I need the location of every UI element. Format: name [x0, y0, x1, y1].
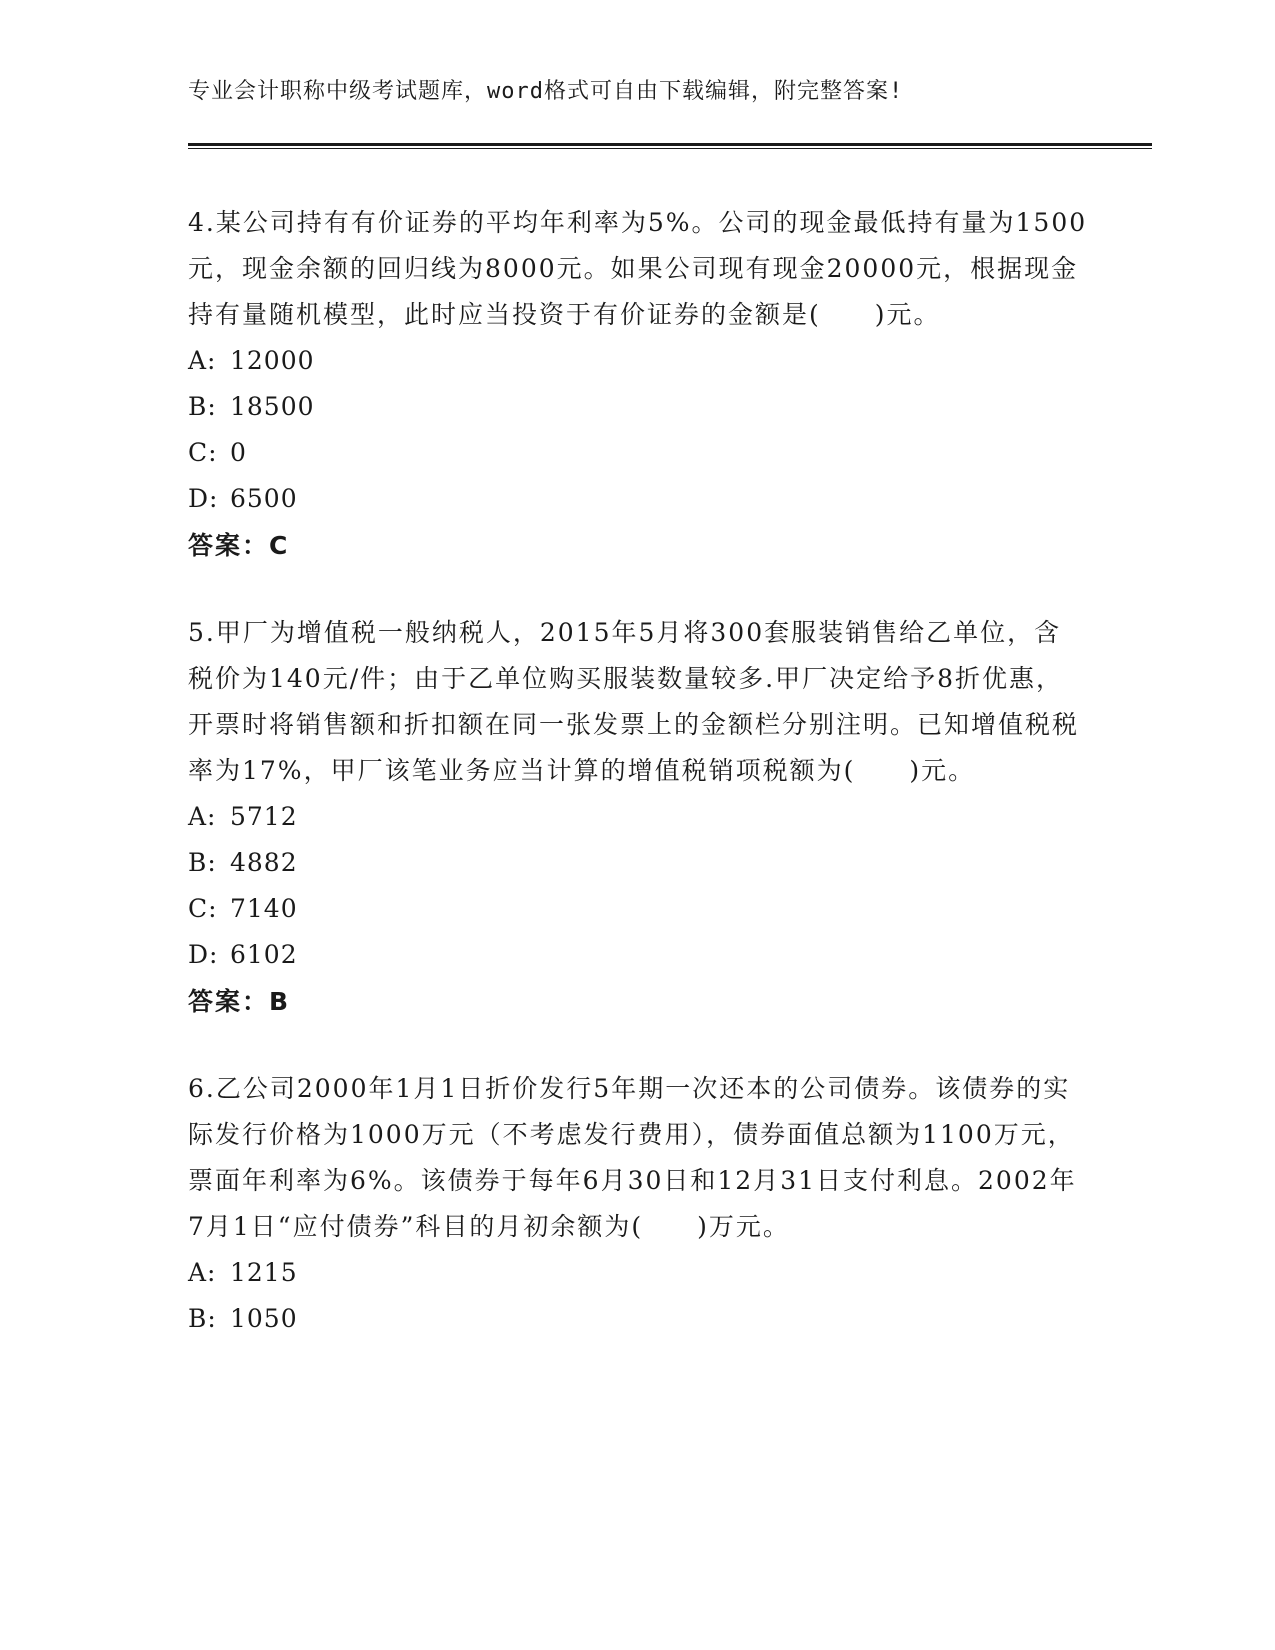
- page-header: 专业会计职称中级考试题库，word格式可自由下载编辑，附完整答案!: [188, 79, 904, 104]
- question-list: [188, 200, 1088, 1382]
- option-d: [188, 932, 1088, 978]
- option-value: 6500: [230, 484, 298, 513]
- option-letter: A:: [188, 802, 217, 831]
- option-value: 0: [230, 438, 247, 467]
- option-letter: B:: [188, 848, 217, 877]
- question-text: 6.乙公司2000年1月1日折价发行5年期一次还本的公司债券。该债券的实际发行价格为1000万元（不考虑发行费用），债券面值总额为1100万元，票面年利率为6%。该债券于每年6月30日和12月31日支付利息。2002年7月1日“应付债券”科目的月初余额为( )万元。: [188, 1074, 1077, 1241]
- answer-label: 答案：C: [188, 531, 290, 560]
- option-letter: D:: [188, 484, 219, 513]
- option-a: [188, 794, 1088, 840]
- option-value: 12000: [230, 346, 315, 375]
- option-c: [188, 430, 1088, 476]
- option-b: [188, 384, 1088, 430]
- question-text: 4.某公司持有有价证券的平均年利率为5%。公司的现金最低持有量为1500元，现金余额的回归线为8000元。如果公司现有现金20000元，根据现金持有量随机模型，此时应当投资于有价证券的金额是( )元。: [188, 208, 1088, 329]
- question-5: [188, 610, 1088, 1026]
- option-letter: A:: [188, 1258, 217, 1287]
- option-b: [188, 1296, 1088, 1342]
- option-letter: C:: [188, 438, 218, 467]
- option-letter: B:: [188, 392, 217, 421]
- option-value: 4882: [230, 848, 298, 877]
- header-divider: [188, 143, 1152, 149]
- option-list: [188, 338, 1088, 522]
- option-d: [188, 476, 1088, 522]
- question-text: 5.甲厂为增值税一般纳税人，2015年5月将300套服装销售给乙单位，含税价为140元/件；由于乙单位购买服装数量较多.甲厂决定给予8折优惠，开票时将销售额和折扣额在同一张发票上的金额栏分别注明。已知增值税税率为17%，甲厂该笔业务应当计算的增值税销项税额为( )元。: [188, 618, 1080, 785]
- option-value: 1215: [230, 1258, 298, 1287]
- option-c: [188, 886, 1088, 932]
- option-a: [188, 1250, 1088, 1296]
- option-list: [188, 1250, 1088, 1342]
- question-6: [188, 1066, 1088, 1342]
- option-value: 7140: [230, 894, 298, 923]
- option-a: [188, 338, 1088, 384]
- option-letter: B:: [188, 1304, 217, 1333]
- option-list: [188, 794, 1088, 978]
- option-value: 5712: [230, 802, 298, 831]
- option-value: 1050: [230, 1304, 298, 1333]
- option-letter: C:: [188, 894, 218, 923]
- option-letter: D:: [188, 940, 219, 969]
- option-value: 18500: [230, 392, 315, 421]
- option-letter: A:: [188, 346, 217, 375]
- question-4: [188, 200, 1088, 570]
- option-b: [188, 840, 1088, 886]
- answer-label: 答案：B: [188, 987, 291, 1016]
- option-value: 6102: [230, 940, 298, 969]
